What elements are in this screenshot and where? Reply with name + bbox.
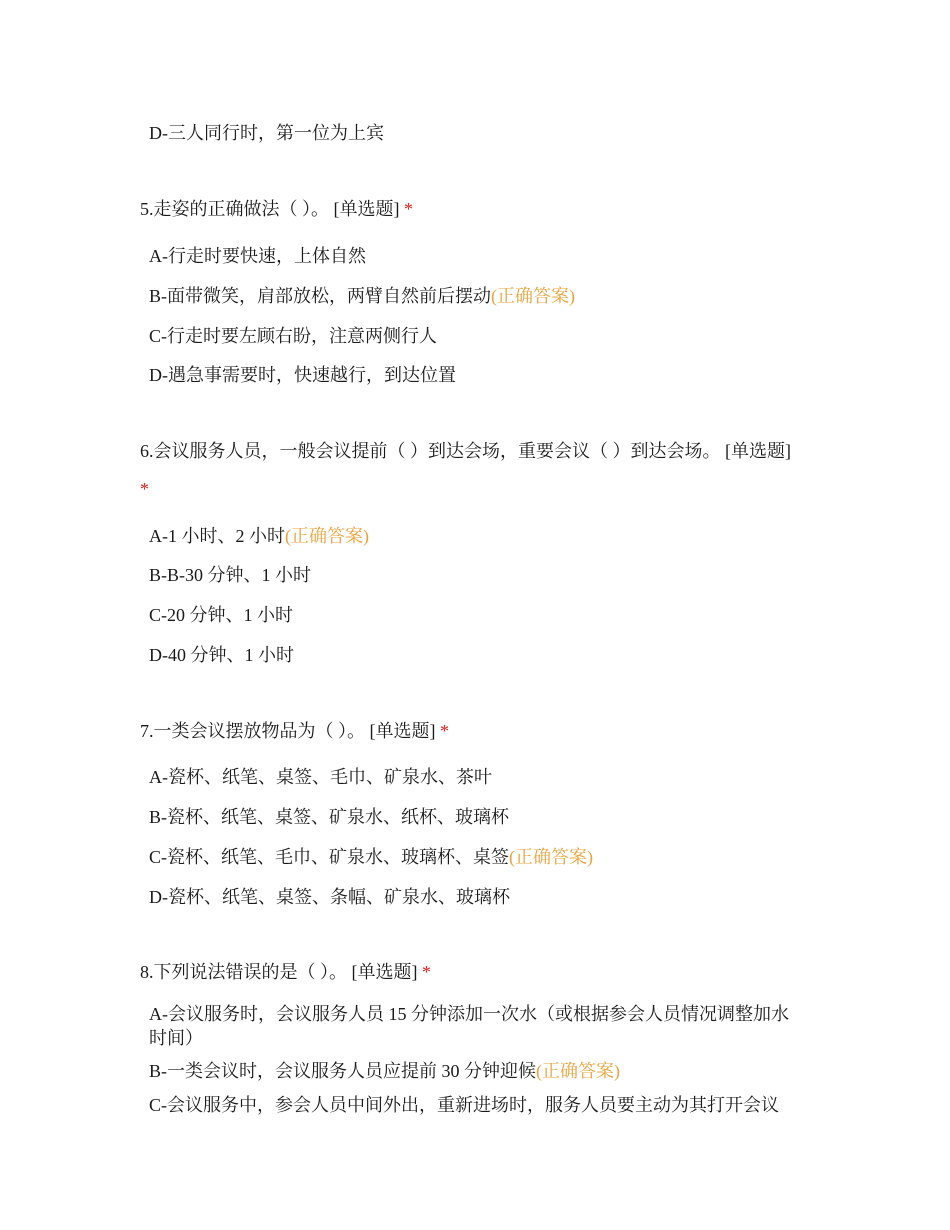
question-title: 6.会议服务人员，一般会议提前（ ）到达会场，重要会议（ ）到达会场。 [单选题] * [140, 441, 791, 499]
option-item: C-会议服务中，参会人员中间外出，重新进场时，服务人员要主动为其打开会议 [149, 1095, 779, 1115]
option-item: C-瓷杯、纸笔、毛巾、矿泉水、玻璃杯、桌签(正确答案) [149, 847, 593, 867]
question-title: 5.走姿的正确做法（ ）。 [单选题] * [140, 199, 413, 219]
option-item: C-行走时要左顾右盼，注意两侧行人 [149, 326, 437, 346]
option-item: B-面带微笑，肩部放松，两臂自然前后摆动(正确答案) [149, 286, 575, 306]
question-title: 8.下列说法错误的是（ ）。 [单选题] * [140, 962, 431, 982]
required-mark: * [440, 721, 449, 741]
correct-answer-tag: (正确答案) [491, 286, 575, 306]
option-item: C-20 分钟、1 小时 [149, 605, 293, 625]
option-text: D-三人同行时，第一位为上宾 [149, 123, 384, 143]
required-mark: * [404, 199, 413, 219]
correct-answer-tag: (正确答案) [285, 526, 369, 546]
option-item: B-B-30 分钟、1 小时 [149, 565, 311, 585]
question-title: 7.一类会议摆放物品为（ ）。 [单选题] * [140, 721, 449, 741]
option-item: D-遇急事需要时，快速越行，到达位置 [149, 365, 456, 385]
required-mark: * [422, 962, 431, 982]
prev-question-option-d [149, 122, 809, 144]
correct-answer-tag: (正确答案) [536, 1061, 620, 1081]
option-item: D-瓷杯、纸笔、桌签、条幅、矿泉水、玻璃杯 [149, 887, 510, 907]
required-mark: * [140, 479, 149, 499]
option-item: D-40 分钟、1 小时 [149, 645, 294, 665]
option-item: A-1 小时、2 小时(正确答案) [149, 526, 369, 546]
option-item: B-瓷杯、纸笔、桌签、矿泉水、纸杯、玻璃杯 [149, 807, 509, 827]
option-item: A-瓷杯、纸笔、桌签、毛巾、矿泉水、茶叶 [149, 767, 492, 787]
option-item: A-会议服务时，会议服务人员 15 分钟添加一次水（或根据参会人员情况调整加水时间） [149, 1004, 789, 1048]
correct-answer-tag: (正确答案) [509, 847, 593, 867]
option-item: A-行走时要快速，上体自然 [149, 246, 366, 266]
option-item: B-一类会议时，会议服务人员应提前 30 分钟迎候(正确答案) [149, 1061, 620, 1081]
